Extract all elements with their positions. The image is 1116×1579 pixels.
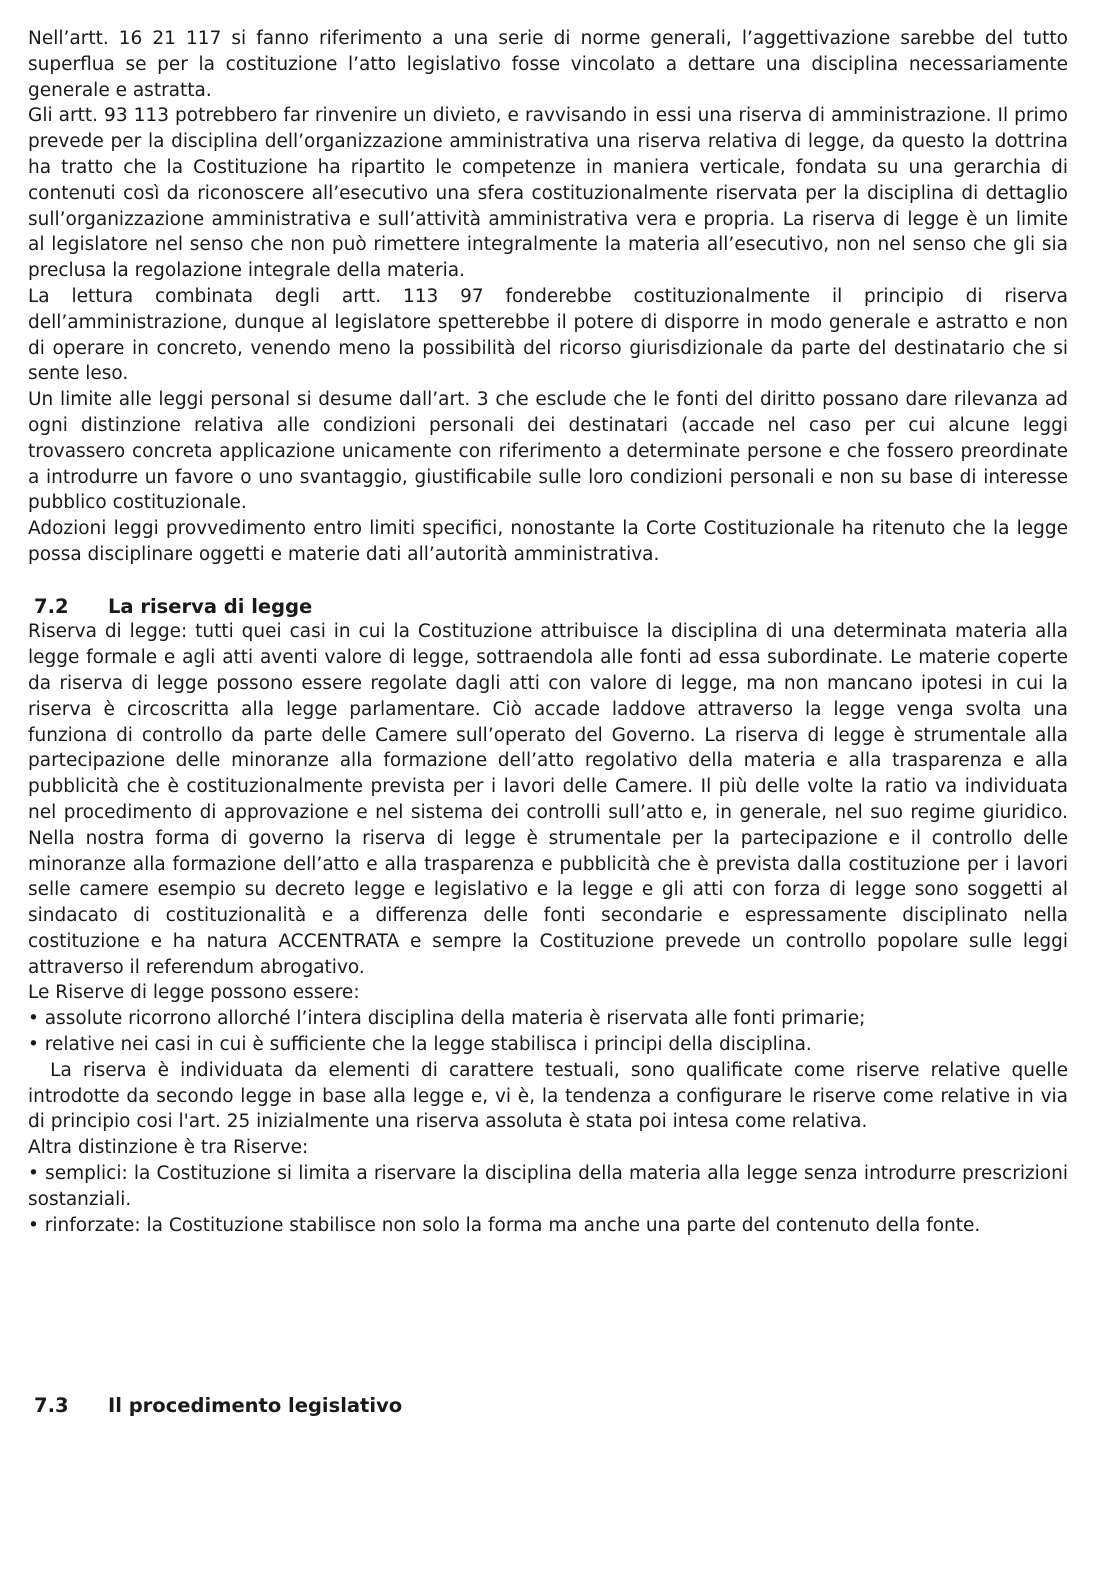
section-spacer bbox=[28, 568, 1068, 594]
section-title: La riserva di legge bbox=[108, 594, 313, 618]
list-item-relative: • relative nei casi in cui è sufficiente che la legge stabilisca i principi della disciplina. bbox=[28, 1034, 812, 1056]
section-heading-7-3 bbox=[28, 1393, 1068, 1419]
paragraph-leggi-personali: Un limite alle leggi personal si desume dall’art. 3 che esclude che le fonti del diritto possano dare rilevanza ad ogni distinzione relativa alle condizioni personali dei destinatari (accade nel caso per cui alcune leggi trovassero concreta applicazione unicamente con riferimento a determinate persone e che fossero preordinate a introdurre un favore o uno svantaggio, giustificabile sulle loro condizioni personali e non su base di interesse pubblico costituzionale. bbox=[28, 389, 1068, 514]
paragraph-general-norms: Nell’artt. 16 21 117 si fanno riferimento a una serie di norme generali, l’aggettivazione sarebbe del tutto superflua se per la costituzione l’atto legislativo fosse vincolato a dettare una disciplina necessariamente generale e astratta. bbox=[28, 28, 1068, 101]
list-item-assolute: • assolute ricorrono allorché l’intera disciplina della materia è riservata alle fonti primarie; bbox=[28, 1008, 866, 1030]
list-item-semplici: • semplici: la Costituzione si limita a riservare la disciplina della materia alla legge senza introdurre prescrizioni sostanziali. bbox=[28, 1163, 1068, 1210]
paragraph-distinction-intro: Altra distinzione è tra Riserve: bbox=[28, 1137, 309, 1159]
paragraph-leggi-provvedimento: Adozioni leggi provvedimento entro limiti specifici, nonostante la Corte Costituzionale ha ritenuto che la legge possa disciplinare oggetti e materie dati all’autorità amministrativa. bbox=[28, 518, 1068, 565]
paragraph-individuation: La riserva è individuata da elementi di carattere testuali, sono qualificate come riserve relative quelle introdotte da secondo legge in base alla legge e, vi è, la tendenza a configurare le riserve come relative in via di principio cosi l'art. 25 inizialmente una riserva assoluta è stata poi intesa come relativa. bbox=[28, 1059, 1068, 1133]
paragraph-riserva-definition: Riserva di legge: tutti quei casi in cui la Costituzione attribuisce la disciplina di una determinata materia alla legge formale e agli atti aventi valore di legge, sottraendola alle fonti ad essa subordinate. Le materie coperte da riserva di legge possono essere regolate dagli atti con valore di legge, ma non mancano ipotesi in cui la riserva è circoscritta alla legge parlamentare. Ciò accade laddove attraverso la legge venga svolta una funziona di controllo da parte delle Camere sull’operato del Governo. La riserva di legge è strumentale alla partecipazione delle minoranze alla formazione dell’atto regolativo della materia e alla trasparenza e alla pubblicità che è costituzionalmente prevista per i lavori delle Camere. Il più delle volte la ratio va individuata nel procedimento di approvazione e nel sistema dei controlli sull’atto e, in generale, nel suo regime giuridico. Nella nostra forma di governo la riserva di legge è strumentale per la partecipazione e il controllo delle minoranze alla formazione dell’atto e alla trasparenza e pubblicità che è prevista dalla costituzione per i lavori selle camere esempio su decreto legge e legislativo e la legge e gli atti con forza di legge sono soggetti al sindacato di costituzionalità e a differenza delle fonti secondarie e espressamente disciplinato nella costituzione e ha natura ACCENTRATA e sempre la Costituzione prevede un controllo popolare sulle leggi attraverso il referendum abrogativo. bbox=[28, 621, 1068, 978]
section-number: 7.2 bbox=[34, 594, 69, 618]
document-page bbox=[28, 26, 1068, 1419]
paragraph-types-intro: Le Riserve di legge possono essere: bbox=[28, 982, 360, 1004]
page-blank-space bbox=[28, 1238, 1068, 1393]
section-number: 7.3 bbox=[34, 1394, 69, 1418]
paragraph-lettura-combinata: La lettura combinata degli artt. 113 97 fonderebbe costituzionalmente il principio di riserva dell’amministrazione, dunque al legislatore spetterebbe il potere di disporre in modo generale e astratto e non di operare in concreto, venendo meno la possibilità del ricorso giurisdizionale da parte del destinatario che si sente leso. bbox=[28, 285, 1068, 385]
paragraph-riserva-amministrazione: Gli artt. 93 113 potrebbero far rinvenire un divieto, e ravvisando in essi una riserva di amministrazione. Il primo prevede per la disciplina dell’organizzazione amministrativa una riserva relativa di legge, da questo la dottrina ha tratto che la Costituzione ha ripartito le competenze in maniera verticale, fondata su una gerarchia di contenuti così da riconoscere all’esecutivo una sfera costituzionalmente riservata per la disciplina di dettaglio sull’organizzazione amministrativa e sull’attività amministrativa vera e propria. La riserva di legge è un limite al legislatore nel senso che non può rimettere integralmente la materia all’esecutivo, non nel senso che gli sia preclusa la regolazione integrale della materia. bbox=[28, 105, 1068, 282]
list-item-rinforzate: • rinforzate: la Costituzione stabilisce non solo la forma ma anche una parte del contenuto della fonte. bbox=[28, 1214, 981, 1236]
section-title: Il procedimento legislativo bbox=[108, 1394, 403, 1418]
section-heading-7-2 bbox=[28, 594, 1068, 620]
